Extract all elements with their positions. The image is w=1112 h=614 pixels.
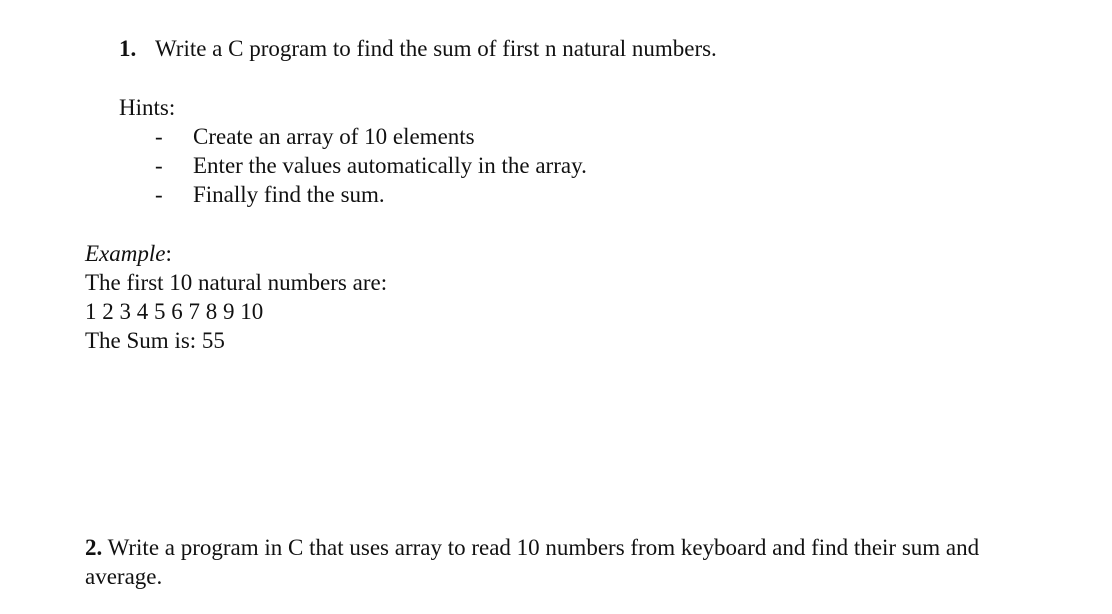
hint-text: Create an array of 10 elements [193, 124, 475, 149]
question-1-number: 1. [119, 36, 137, 61]
example-line: The Sum is: 55 [85, 328, 225, 353]
example-line: The first 10 natural numbers are: [85, 270, 388, 295]
hints-list [155, 122, 587, 209]
question-2 [85, 533, 1005, 591]
question-2-text: Write a program in C that uses array to read 10 numbers from keyboard and find their sum and average. [85, 535, 980, 589]
hint-bullet: - [155, 182, 163, 207]
hint-bullet: - [155, 124, 163, 149]
hint-bullet: - [155, 153, 163, 178]
example-colon: : [165, 241, 172, 266]
example-heading [85, 239, 387, 268]
hint-item [155, 151, 587, 180]
hint-text: Enter the values automatically in the array. [193, 153, 587, 178]
hint-item [155, 180, 587, 209]
question-1 [119, 34, 717, 63]
hint-item [155, 122, 587, 151]
example-label: Example [85, 241, 166, 266]
hints-label: Hints: [119, 95, 176, 120]
example-block [85, 239, 387, 355]
question-2-number: 2. [85, 535, 103, 560]
question-1-text: Write a C program to find the sum of first n natural numbers. [155, 36, 717, 61]
hint-text: Finally find the sum. [193, 182, 385, 207]
example-line: 1 2 3 4 5 6 7 8 9 10 [85, 299, 264, 324]
